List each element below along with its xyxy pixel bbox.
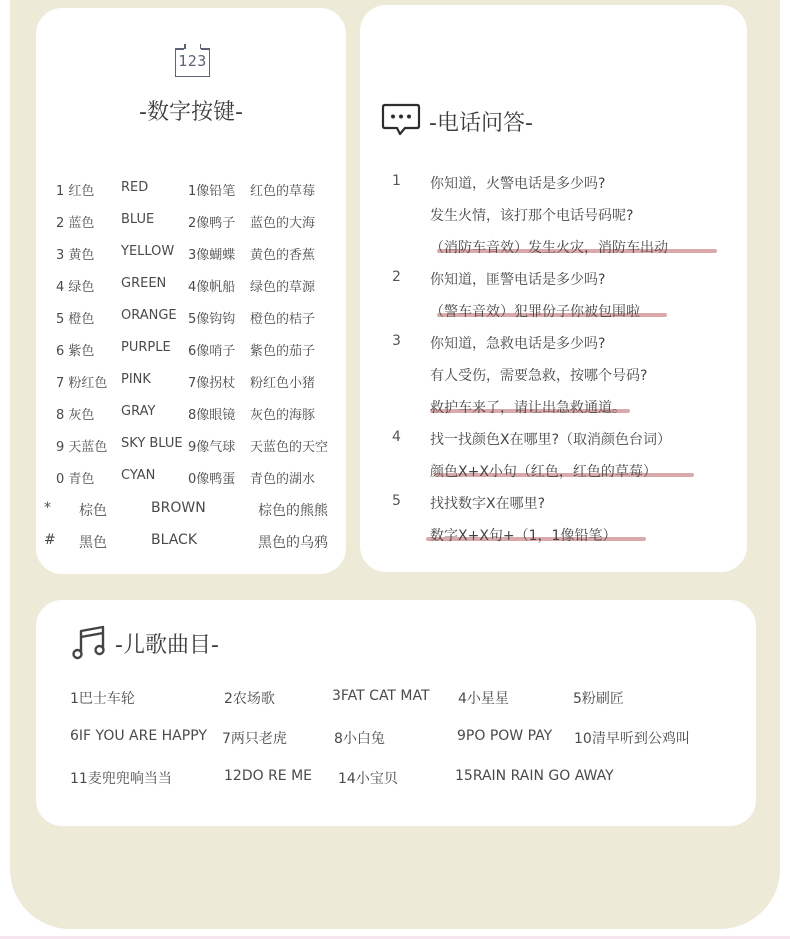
- digit-row: [36, 340, 346, 360]
- symbol-color: 黑色: [79, 535, 107, 551]
- digit-color-en: ORANGE: [121, 308, 177, 323]
- digit-shape: 4像帆船: [188, 280, 236, 295]
- digit-thing: 红色的草莓: [250, 184, 316, 199]
- digit-color-en: YELLOW: [121, 244, 175, 259]
- symbol-key: #: [44, 532, 56, 548]
- song-item: 6IF YOU ARE HAPPY: [70, 728, 207, 744]
- digit-key: 7 粉红色: [56, 376, 108, 391]
- digit-key: 2 蓝色: [56, 216, 95, 231]
- digit-shape: 5像钩钩: [188, 312, 236, 327]
- song-item: 12DO RE ME: [224, 768, 313, 784]
- digit-key: 0 青色: [56, 472, 95, 487]
- digit-thing: 粉红色小猪: [250, 376, 316, 391]
- digit-shape: 3像蝴蝶: [188, 248, 236, 263]
- songs-title: -儿歌曲目-: [115, 633, 219, 658]
- qa-number: 1: [392, 173, 401, 189]
- qa-line: 你知道，匪警电话是多少吗?: [430, 272, 606, 288]
- symbol-thing: 棕色的熊熊: [258, 503, 328, 519]
- qa-number: 4: [392, 429, 401, 445]
- digit-row: [36, 436, 346, 456]
- digit-key: 5 橙色: [56, 312, 95, 327]
- digit-shape: 8像眼镜: [188, 408, 236, 423]
- digit-shape: 2像鸭子: [188, 216, 236, 231]
- digit-key: 8 灰色: [56, 408, 95, 423]
- qa-line: 找一找颜色X在哪里?（取消颜色台词）: [430, 432, 672, 448]
- nursery-songs-card: [36, 600, 756, 826]
- digit-row: [36, 276, 346, 296]
- keypad-123-icon: [175, 48, 210, 77]
- song-item: 7两只老虎: [222, 731, 287, 747]
- qa-line-highlighted: 颜色X+X小句（红色，红色的草莓）: [430, 464, 657, 480]
- symbol-row: [36, 500, 346, 520]
- qa-line: 发生火情，该打那个电话号码呢?: [430, 208, 634, 224]
- qa-line: 你知道，急救电话是多少吗?: [430, 336, 606, 352]
- digit-row: [36, 180, 346, 200]
- digit-row: [36, 308, 346, 328]
- phone-qa-title: -电话问答-: [429, 111, 533, 136]
- qa-line: 找找数字X在哪里?: [430, 496, 546, 512]
- song-item: 15RAIN RAIN GO AWAY: [455, 768, 614, 784]
- symbol-thing: 黑色的乌鸦: [258, 535, 328, 551]
- symbol-key: *: [44, 500, 51, 516]
- qa-line: 有人受伤，需要急救，按哪个号码?: [430, 368, 648, 384]
- digit-color-en: BLUE: [121, 212, 155, 227]
- digit-row: [36, 468, 346, 488]
- digit-color-en: CYAN: [121, 468, 156, 483]
- digit-key: 6 紫色: [56, 344, 95, 359]
- digit-thing: 橙色的桔子: [250, 312, 316, 327]
- song-item: 3FAT CAT MAT: [332, 688, 430, 704]
- digit-keys-title: -数字按键-: [139, 100, 243, 125]
- digit-row: [36, 212, 346, 232]
- digit-color-en: SKY BLUE: [121, 436, 183, 451]
- song-item: 2农场歌: [224, 691, 275, 707]
- digit-thing: 灰色的海豚: [250, 408, 316, 423]
- song-item: 8小白兔: [334, 731, 385, 747]
- digit-thing: 紫色的茄子: [250, 344, 316, 359]
- qa-number: 3: [392, 333, 401, 349]
- digit-row: [36, 404, 346, 424]
- chat-bubble-icon: [381, 103, 421, 137]
- digit-shape: 0像鸭蛋: [188, 472, 236, 487]
- digit-thing: 绿色的草源: [250, 280, 316, 295]
- digit-shape: 6像哨子: [188, 344, 236, 359]
- digit-shape: 7像拐杖: [188, 376, 236, 391]
- song-item: 9PO POW PAY: [457, 728, 553, 744]
- digit-key: 3 黄色: [56, 248, 95, 263]
- song-item: 4小星星: [458, 691, 509, 707]
- music-note-icon: [71, 625, 107, 661]
- digit-keys-card: [36, 8, 346, 574]
- digit-color-en: PURPLE: [121, 340, 171, 355]
- song-item: 5粉刷匠: [573, 691, 624, 707]
- qa-line-highlighted: （警车音效）犯罪份子你被包围啦: [430, 304, 640, 320]
- digit-thing: 黄色的香蕉: [250, 248, 316, 263]
- digit-row: [36, 372, 346, 392]
- digit-color-en: PINK: [121, 372, 151, 387]
- qa-line-highlighted: （消防车音效）发生火灾，消防车出动: [430, 240, 668, 256]
- digit-color-en: GRAY: [121, 404, 156, 419]
- symbol-color-en: BROWN: [151, 500, 206, 516]
- symbol-color: 棕色: [79, 503, 107, 519]
- digit-color-en: GREEN: [121, 276, 167, 291]
- digit-color-en: RED: [121, 180, 149, 195]
- qa-line-highlighted: 数字X+X句+（1，1像铅笔）: [430, 528, 617, 544]
- phone-qa-card: [360, 5, 747, 572]
- symbol-color-en: BLACK: [151, 532, 198, 548]
- qa-number: 2: [392, 269, 401, 285]
- digit-key: 4 绿色: [56, 280, 95, 295]
- digit-shape: 1像铅笔: [188, 184, 236, 199]
- qa-line: 你知道，火警电话是多少吗?: [430, 176, 606, 192]
- song-item: 10清早听到公鸡叫: [574, 731, 690, 747]
- symbol-row: [36, 532, 346, 552]
- digit-key: 1 红色: [56, 184, 95, 199]
- digit-thing: 蓝色的大海: [250, 216, 316, 231]
- song-item: 14小宝贝: [338, 771, 398, 787]
- digit-row: [36, 244, 346, 264]
- song-item: 11麦兜兜响当当: [70, 771, 172, 787]
- song-item: 1巴士车轮: [70, 691, 135, 707]
- keypad-icon-text: 123: [178, 52, 207, 70]
- qa-line-highlighted: 救护车来了，请让出急救通道。: [430, 400, 626, 416]
- digit-thing: 青色的湖水: [250, 472, 316, 487]
- digit-key: 9 天蓝色: [56, 440, 108, 455]
- qa-number: 5: [392, 493, 401, 509]
- digit-shape: 9像气球: [188, 440, 236, 455]
- digit-thing: 天蓝色的天空: [250, 440, 329, 455]
